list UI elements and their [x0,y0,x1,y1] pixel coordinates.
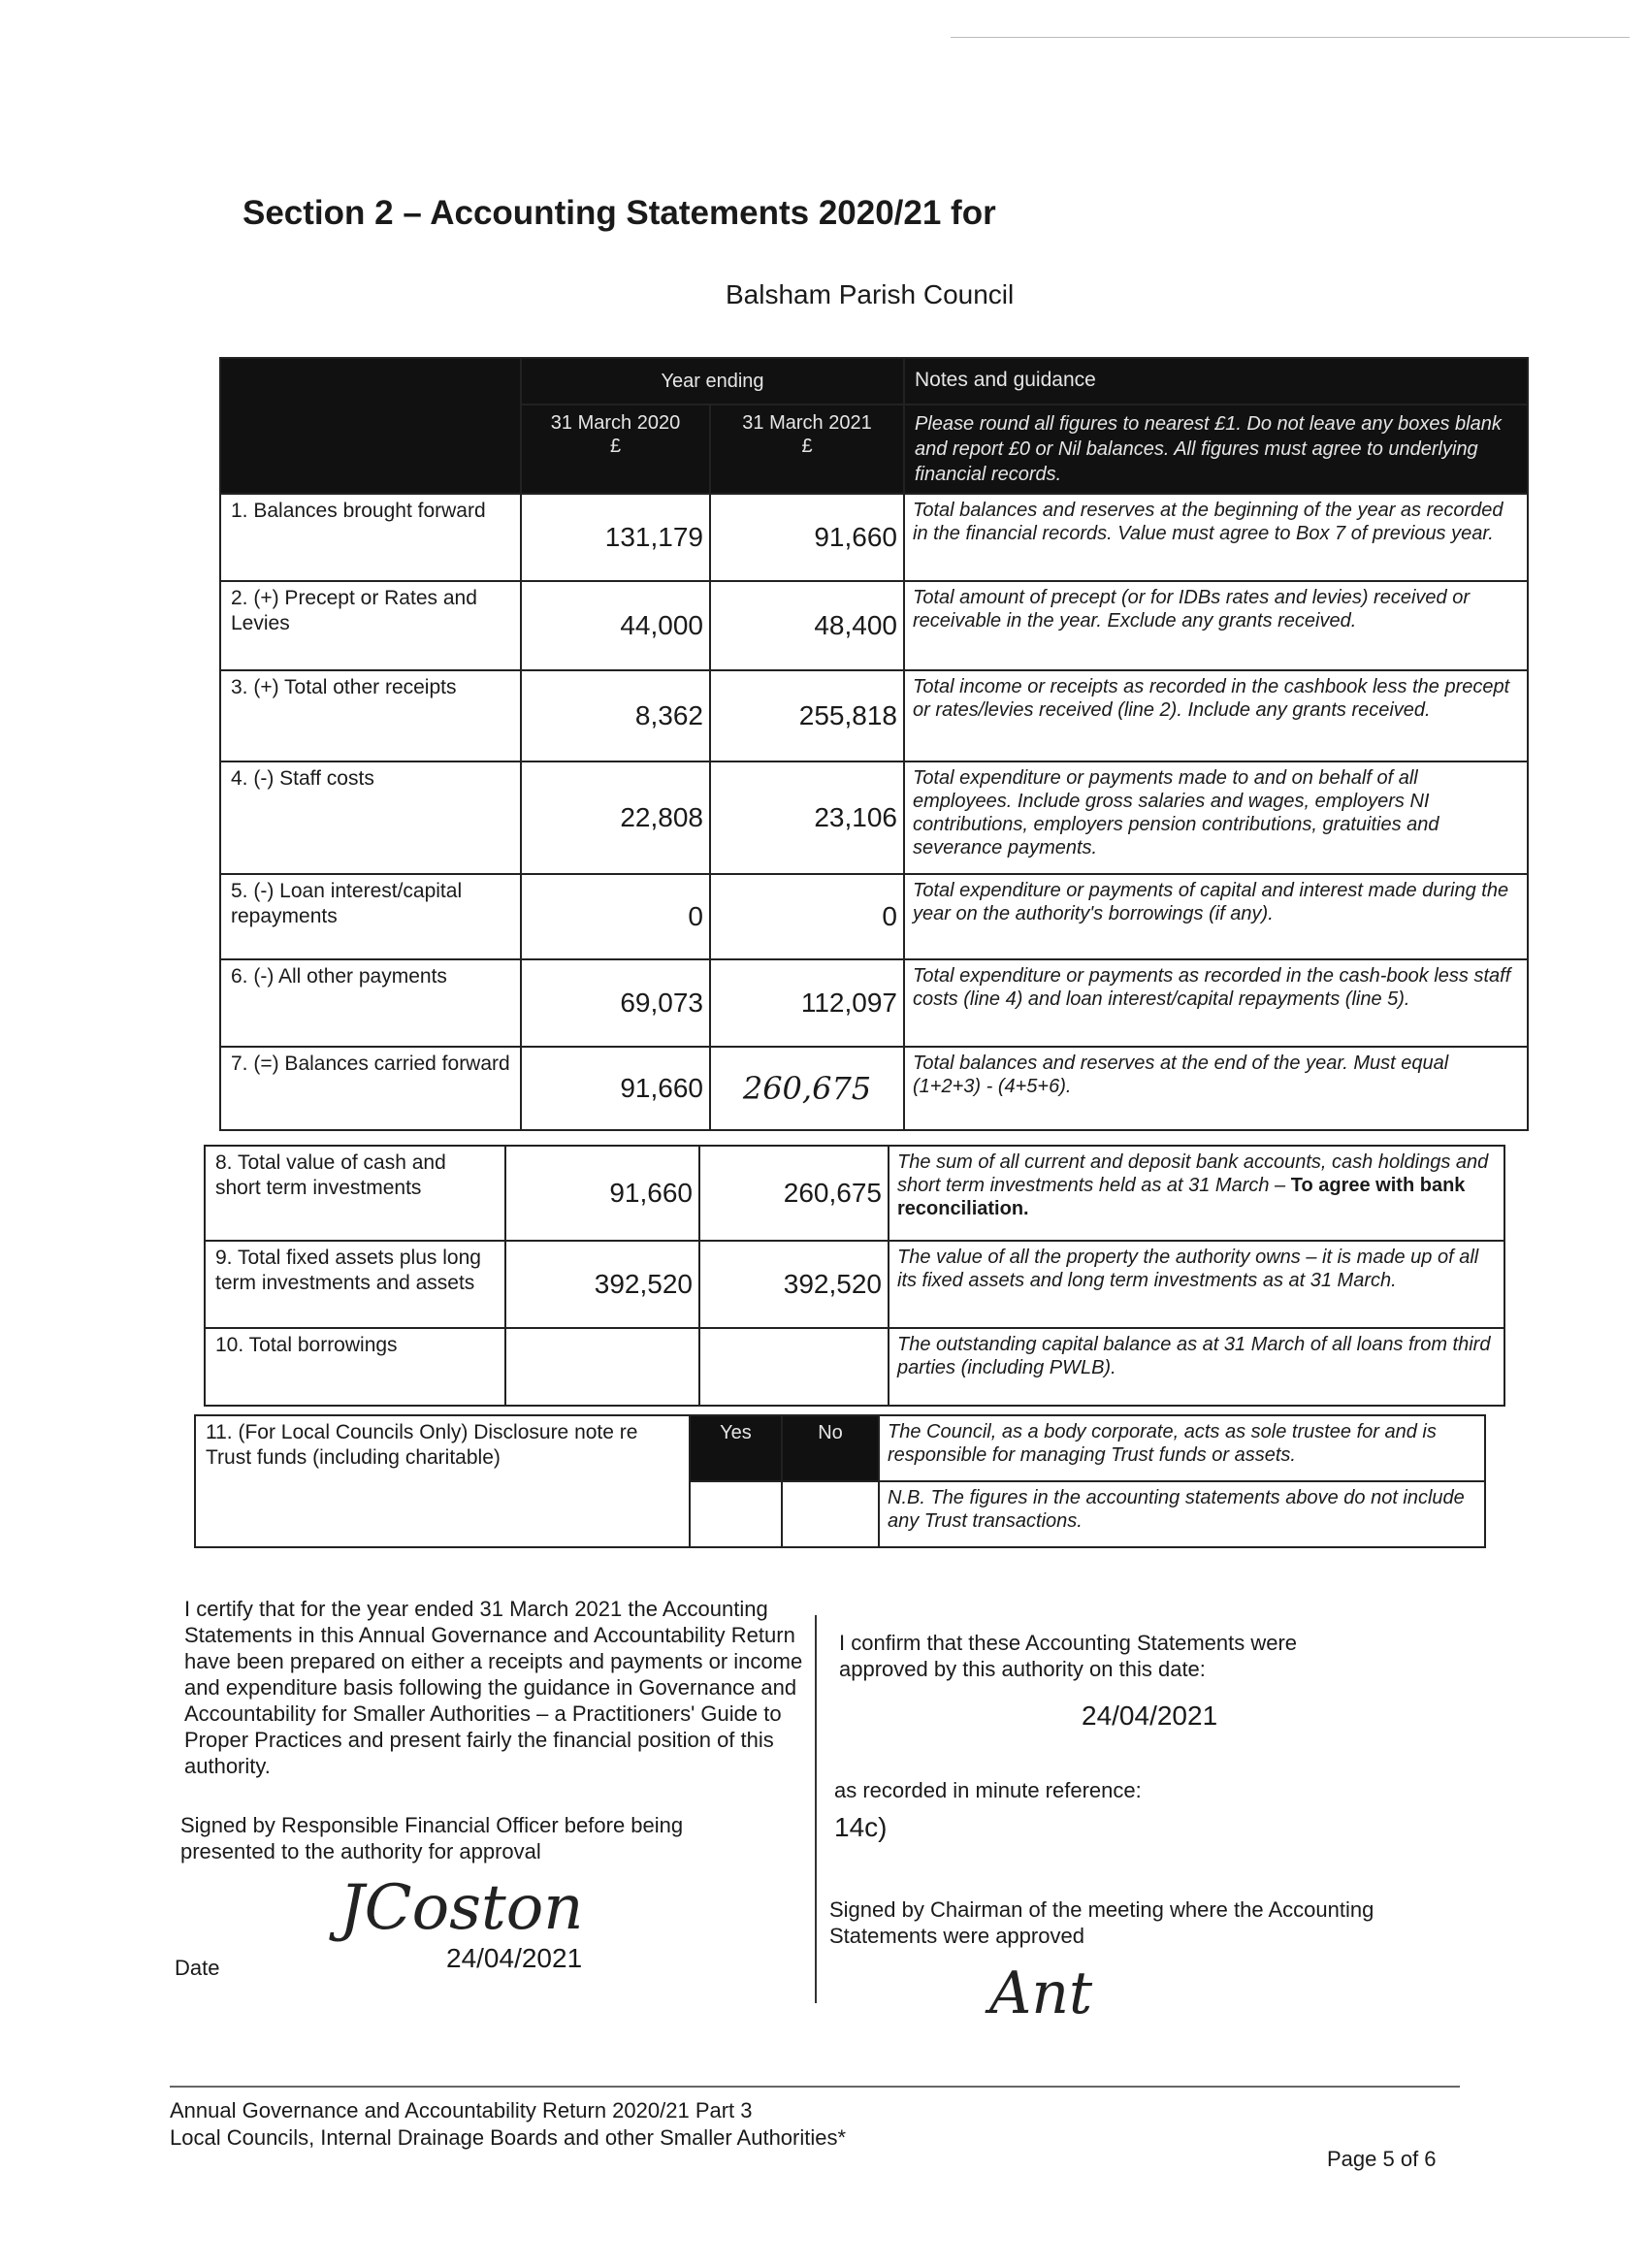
trust-nb-note: N.B. The figures in the accounting statements above do not include any Trust transactions. [879,1481,1485,1547]
value-2021: 392,520 [699,1241,889,1328]
confirm-text: I confirm that these Accounting Statements were approved by this authority on this date: [839,1631,1298,1681]
council-name: Balsham Parish Council [726,279,1015,309]
row-label: 1. Balances brought forward [220,494,521,581]
value-2021: 112,097 [710,959,904,1047]
row-label: 7. (=) Balances carried forward [220,1047,521,1130]
page-title: Section 2 – Accounting Statements 2020/21 for [242,194,996,232]
row-note: Total expenditure or payments as recorded in the cash-book less staff costs (line 4) and loan interest/capital repayments (line 5). [904,959,1528,1047]
value-2021: 255,818 [710,670,904,761]
table-row [220,494,1528,581]
value-2021: 91,660 [710,494,904,581]
value-2020 [505,1328,699,1406]
approved-date: 24/04/2021 [1082,1701,1218,1731]
col-2021-label: 31 March 2021 [742,412,872,434]
trust-funds-table [194,1414,1486,1548]
row-note [889,1146,1504,1241]
yes-header: Yes [690,1415,782,1481]
row-note: Total balances and reserves at the beginning of the year as recorded in the financial records. Value must agree to Box 7 of previous year. [904,494,1528,581]
row-label: 4. (-) Staff costs [220,761,521,874]
row-note: Total balances and reserves at the end of the year. Must equal (1+2+3) - (4+5+6). [904,1047,1528,1130]
row-note: Total expenditure or payments of capital and interest made during the year on the authority's borrowings (if any). [904,874,1528,959]
notes-guidance-text: Please round all figures to nearest £1. Do not leave any boxes blank and report £0 or Nil balances. All figures must agree to underlying financial records. [904,405,1528,494]
scan-artifact-line [951,37,1630,38]
minute-reference: 14c) [834,1812,888,1842]
certification-text: I certify that for the year ended 31 March 2021 the Accounting Statements in this Annual Governance and Accountability Return have been prepared on either a receipts and payments or income and expenditure basis following the guidance in Governance and Accountability for Smaller Authorities – a Practitioners' Guide to Proper Practices and present fairly the financial position of this authority. [184,1597,803,1778]
value-2020: 91,660 [505,1146,699,1241]
row-label: 11. (For Local Councils Only) Disclosure note re Trust funds (including charitable) [195,1415,690,1547]
year-ending-header: Year ending [521,358,904,405]
value-2021 [699,1328,889,1406]
col-2020-label: 31 March 2020 [550,412,681,434]
value-2021: 48,400 [710,581,904,670]
rfo-date: 24/04/2021 [446,1943,583,1973]
row-note: Total expenditure or payments made to and on behalf of all employees. Include gross salaries and wages, employers NI contributions, employers pension contributions, gratuities and severance payments. [904,761,1528,874]
value-2021: 0 [710,874,904,959]
row-note-bold: To agree with bank reconciliation. [897,1175,1466,1219]
no-checkbox[interactable] [782,1481,879,1547]
row-note: The value of all the property the authority owns – it is made up of all its fixed assets and long term investments as at 31 March. [889,1241,1504,1328]
date-label: Date [175,1956,220,1980]
table-row [220,670,1528,761]
rfo-signed-text: Signed by Responsible Financial Officer before being presented to the authority for approval [180,1813,684,1863]
page-number: Page 5 of 6 [1327,2147,1437,2171]
table-row [220,1047,1528,1130]
notes-header: Notes and guidance [904,358,1528,405]
yes-checkbox[interactable] [690,1481,782,1547]
table-row [220,761,1528,874]
value-2020: 131,179 [521,494,710,581]
row-label: 8. Total value of cash and short term investments [205,1146,505,1241]
header-blank-cell [220,358,521,494]
footer-line-1: Annual Governance and Accountability Return 2020/21 Part 3 [170,2098,753,2122]
footer-divider [170,2086,1460,2088]
footer-line-2: Local Councils, Internal Drainage Boards and other Smaller Authorities* [170,2125,847,2150]
no-header: No [782,1415,879,1481]
value-2020: 91,660 [521,1047,710,1130]
row-note-text: The sum of all current and deposit bank accounts, cash holdings and short term investments held as at 31 March – [897,1151,1489,1196]
row-label: 9. Total fixed assets plus long term investments and assets [205,1241,505,1328]
table-row [220,959,1528,1047]
row-label: 3. (+) Total other receipts [220,670,521,761]
handwritten-value-2021: 260,675 [710,1047,904,1130]
table-row [220,874,1528,959]
value-2020: 8,362 [521,670,710,761]
col-2021-header [710,405,904,494]
value-2020: 44,000 [521,581,710,670]
row-note: The outstanding capital balance as at 31 March of all loans from third parties (including PWLB). [889,1328,1504,1406]
col-2020-unit: £ [609,436,622,457]
table-row [220,581,1528,670]
value-2020: 69,073 [521,959,710,1047]
row-label: 6. (-) All other payments [220,959,521,1047]
minute-label: as recorded in minute reference: [834,1778,1142,1802]
chair-signed-text: Signed by Chairman of the meeting where the Accounting Statements were approved [829,1897,1374,1948]
assets-table [204,1145,1505,1407]
rfo-signature: JCoston [340,1872,584,1944]
table-row [205,1146,1504,1241]
row-label: 5. (-) Loan interest/capital repayments [220,874,521,959]
chair-signature: Ant [989,1960,1093,2027]
row-note: Total amount of precept (or for IDBs rates and levies) received or receivable in the year. Exclude any grants received. [904,581,1528,670]
col-2021-unit: £ [801,436,813,457]
column-divider [815,1615,817,2003]
col-2020-header [521,405,710,494]
row-note: Total income or receipts as recorded in the cashbook less the precept or rates/levies received (line 2). Include any grants received. [904,670,1528,761]
table-row [205,1241,1504,1328]
row-label: 10. Total borrowings [205,1328,505,1406]
value-2021: 23,106 [710,761,904,874]
trust-note: The Council, as a body corporate, acts as sole trustee for and is responsible for managing Trust funds or assets. [879,1415,1485,1481]
value-2020: 22,808 [521,761,710,874]
table-row [205,1328,1504,1406]
value-2021: 260,675 [699,1146,889,1241]
accounting-statements-table [219,357,1529,1131]
value-2020: 392,520 [505,1241,699,1328]
row-label: 2. (+) Precept or Rates and Levies [220,581,521,670]
value-2020: 0 [521,874,710,959]
